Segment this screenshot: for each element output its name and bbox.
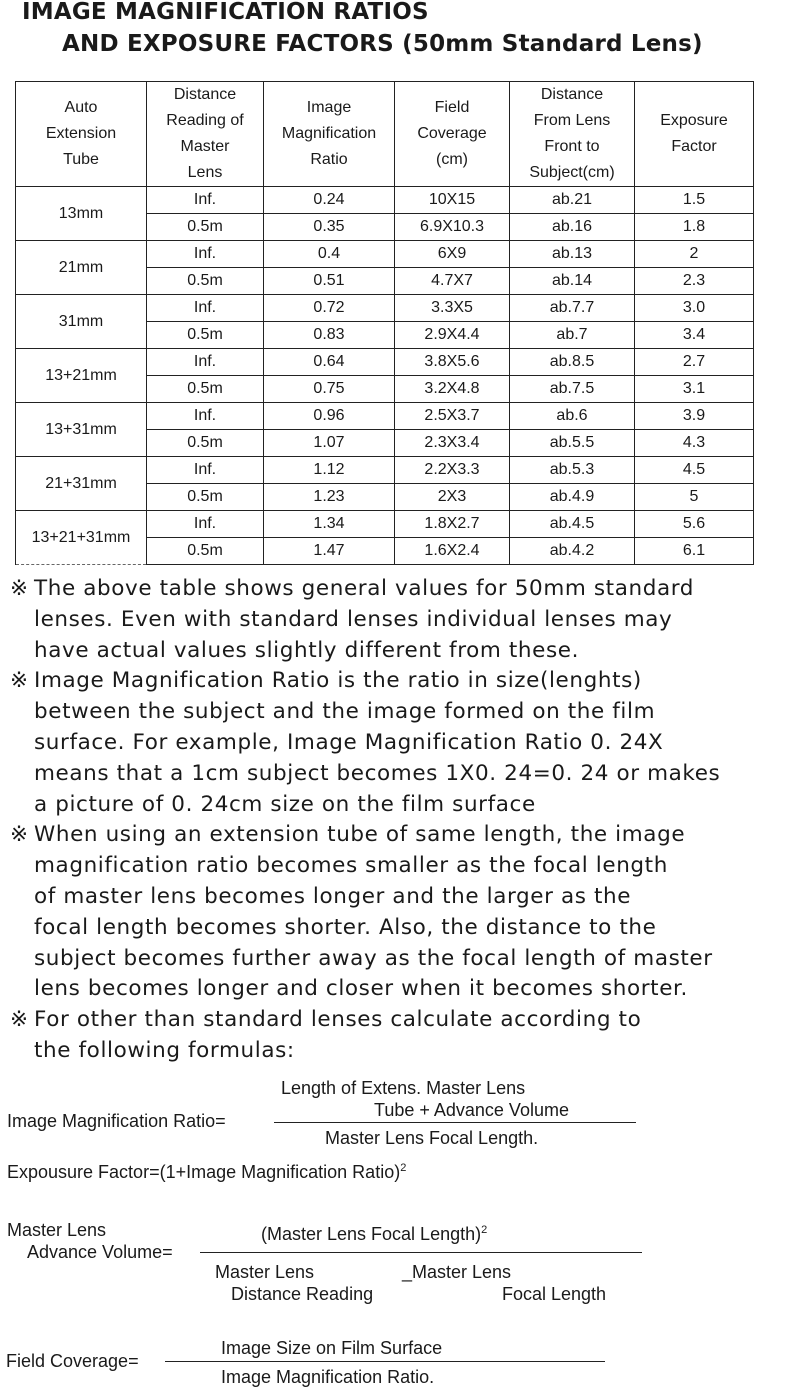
subject-cell: ab.5.3 — [510, 457, 635, 484]
distance-cell: 0.5m — [147, 484, 264, 511]
subject-cell: ab.7.5 — [510, 376, 635, 403]
advance-numerator-text: (Master Lens Focal Length) — [261, 1224, 482, 1244]
distance-cell: Inf. — [147, 295, 264, 322]
coverage-cell: 2.2X3.3 — [395, 457, 510, 484]
coverage-cell: 2X3 — [395, 484, 510, 511]
magnification-label: Image Magnification Ratio= — [7, 1111, 226, 1131]
note-line: the following formulas: — [34, 1037, 295, 1063]
field-label: Field Coverage= — [6, 1351, 139, 1371]
coverage-cell: 6X9 — [395, 241, 510, 268]
magnification-fraction-bar — [274, 1122, 636, 1123]
column-header-line: Master — [180, 138, 230, 155]
coverage-cell: 2.3X3.4 — [395, 430, 510, 457]
column-header — [16, 82, 147, 187]
note-line: focal length becomes shorter. Also, the distance to the — [34, 914, 657, 940]
note-line: magnification ratio becomes smaller as the focal length — [34, 853, 668, 879]
note-line: between the subject and the image formed on the film — [34, 699, 656, 725]
ratio-cell: 1.47 — [264, 538, 395, 565]
advance-denominator-right-line-2: Focal Length — [502, 1284, 607, 1304]
note-paragraph — [10, 820, 800, 1005]
ratio-cell: 0.96 — [264, 403, 395, 430]
tube-cell: 13mm — [16, 187, 147, 241]
magnification-numerator-line-1: Length of Extens. Master Lens — [281, 1078, 526, 1098]
coverage-cell: 10X15 — [395, 187, 510, 214]
reference-mark: ※ — [10, 1007, 29, 1033]
coverage-cell: 2.5X3.7 — [395, 403, 510, 430]
table-row — [16, 295, 754, 322]
column-header — [510, 82, 635, 187]
tube-cell: 31mm — [16, 295, 147, 349]
distance-cell: Inf. — [147, 241, 264, 268]
title-line-2: AND EXPOSURE FACTORS (50mm Standard Lens) — [62, 31, 703, 57]
coverage-cell: 1.8X2.7 — [395, 511, 510, 538]
distance-cell: 0.5m — [147, 214, 264, 241]
field-numerator: Image Size on Film Surface — [221, 1338, 443, 1358]
magnification-numerator-line-2: Tube + Advance Volume — [374, 1100, 569, 1120]
factor-cell: 5 — [635, 484, 754, 511]
ratio-cell: 0.51 — [264, 268, 395, 295]
subject-cell: ab.4.2 — [510, 538, 635, 565]
column-header — [395, 82, 510, 187]
factor-cell: 6.1 — [635, 538, 754, 565]
title-line-1: IMAGE MAGNIFICATION RATIOS — [22, 0, 429, 25]
exposure-exponent: 2 — [400, 1162, 407, 1174]
subject-cell: ab.4.5 — [510, 511, 635, 538]
ratio-cell: 0.72 — [264, 295, 395, 322]
ratio-cell: 0.4 — [264, 241, 395, 268]
column-header-line: Distance — [173, 86, 237, 103]
column-header-line: (cm) — [436, 151, 468, 168]
page-title — [22, 0, 703, 60]
tube-cell: 21+31mm — [16, 457, 147, 511]
coverage-cell: 1.6X2.4 — [395, 538, 510, 565]
subject-cell: ab.7 — [510, 322, 635, 349]
advance-numerator-exponent: 2 — [481, 1224, 488, 1236]
distance-cell: Inf. — [147, 187, 264, 214]
ratio-cell: 0.64 — [264, 349, 395, 376]
exposure-formula — [7, 1162, 406, 1183]
note-line: When using an extension tube of same length, the image — [34, 822, 686, 848]
advance-label-line-1: Master Lens — [7, 1220, 107, 1240]
coverage-cell: 6.9X10.3 — [395, 214, 510, 241]
table-row — [16, 457, 754, 484]
column-header-line: From Lens — [533, 112, 611, 129]
column-header-line: Auto — [64, 99, 98, 116]
reference-mark: ※ — [10, 822, 29, 848]
factor-cell: 3.0 — [635, 295, 754, 322]
note-line: lens becomes longer and closer when it becomes shorter. — [34, 976, 688, 1002]
subject-cell: ab.16 — [510, 214, 635, 241]
distance-cell: 0.5m — [147, 322, 264, 349]
ratio-cell: 1.23 — [264, 484, 395, 511]
ratio-cell: 1.12 — [264, 457, 395, 484]
ratio-cell: 1.34 — [264, 511, 395, 538]
coverage-cell: 4.7X7 — [395, 268, 510, 295]
distance-cell: 0.5m — [147, 268, 264, 295]
coverage-cell: 3.8X5.6 — [395, 349, 510, 376]
factor-cell: 1.5 — [635, 187, 754, 214]
coverage-cell: 3.2X4.8 — [395, 376, 510, 403]
subject-cell: ab.4.9 — [510, 484, 635, 511]
note-paragraph — [10, 1005, 800, 1067]
subject-cell: ab.8.5 — [510, 349, 635, 376]
distance-cell: Inf. — [147, 403, 264, 430]
note-line: subject becomes further away as the focal length of master — [34, 945, 713, 971]
column-header-line: Exposure — [660, 112, 728, 129]
subject-cell: ab.5.5 — [510, 430, 635, 457]
column-header-line: Coverage — [417, 125, 487, 142]
column-header — [147, 82, 264, 187]
tube-cell: 21mm — [16, 241, 147, 295]
column-header-line: Distance — [540, 86, 604, 103]
ratio-cell: 0.75 — [264, 376, 395, 403]
note-line: have actual values slightly different from these. — [34, 637, 580, 663]
subject-cell: ab.7.7 — [510, 295, 635, 322]
tube-cell: 13+31mm — [16, 403, 147, 457]
column-header-line: Reading of — [166, 112, 244, 129]
field-fraction-bar — [165, 1361, 605, 1362]
note-line: The above table shows general values for 50mm standard — [34, 576, 695, 601]
field-denominator: Image Magnification Ratio. — [221, 1367, 435, 1387]
note-line: a picture of 0. 24cm size on the film surface — [34, 791, 536, 817]
note-line: lenses. Even with standard lenses individual lenses may — [34, 606, 673, 632]
column-header-line: Image — [306, 99, 352, 116]
ratio-cell: 1.07 — [264, 430, 395, 457]
ratio-cell: 0.35 — [264, 214, 395, 241]
column-header-line: Ratio — [310, 151, 348, 168]
column-header-line: Tube — [63, 151, 99, 168]
subject-cell: ab.14 — [510, 268, 635, 295]
column-header-line: Front to — [544, 138, 600, 155]
advance-label-line-2: Advance Volume= — [27, 1242, 173, 1262]
factor-cell: 4.3 — [635, 430, 754, 457]
distance-cell: Inf. — [147, 349, 264, 376]
formulas-section — [0, 1072, 803, 1388]
distance-cell: Inf. — [147, 511, 264, 538]
column-header — [635, 82, 754, 187]
reference-mark: ※ — [10, 576, 29, 601]
magnification-denominator: Master Lens Focal Length. — [325, 1128, 539, 1148]
distance-cell: Inf. — [147, 457, 264, 484]
note-line: of master lens becomes longer and the larger as the — [34, 883, 632, 909]
table-row — [16, 187, 754, 214]
advance-denominator-left-line-2: Distance Reading — [231, 1284, 374, 1304]
subject-cell: ab.13 — [510, 241, 635, 268]
ratio-cell: 0.83 — [264, 322, 395, 349]
note-line: Image Magnification Ratio is the ratio in size(lenghts) — [34, 668, 642, 694]
distance-cell: 0.5m — [147, 538, 264, 565]
factor-cell: 2.3 — [635, 268, 754, 295]
distance-cell: 0.5m — [147, 430, 264, 457]
subject-cell: ab.21 — [510, 187, 635, 214]
notes-section — [10, 574, 800, 1067]
note-paragraph — [10, 574, 800, 666]
tube-cell: 13+21mm — [16, 349, 147, 403]
reference-mark: ※ — [10, 668, 29, 694]
table-row — [16, 403, 754, 430]
advance-denominator-left-line-1: Master Lens — [215, 1262, 315, 1282]
column-header-line: Subject(cm) — [529, 164, 615, 181]
coverage-cell: 2.9X4.4 — [395, 322, 510, 349]
coverage-cell: 3.3X5 — [395, 295, 510, 322]
subject-cell: ab.6 — [510, 403, 635, 430]
column-header-line: Field — [434, 99, 470, 116]
factor-cell: 3.1 — [635, 376, 754, 403]
ratio-cell: 0.24 — [264, 187, 395, 214]
advance-fraction-bar — [200, 1252, 642, 1253]
factor-cell: 1.8 — [635, 214, 754, 241]
note-line: surface. For example, Image Magnification Ratio 0. 24X — [34, 729, 664, 755]
tube-cell: 13+21+31mm — [16, 511, 147, 565]
advance-numerator — [261, 1224, 487, 1245]
factor-cell: 2.7 — [635, 349, 754, 376]
factor-cell: 4.5 — [635, 457, 754, 484]
column-header-line: Magnification — [281, 125, 377, 142]
factor-cell: 3.9 — [635, 403, 754, 430]
note-line: means that a 1cm subject becomes 1X0. 24=0. 24 or makes — [34, 760, 721, 786]
advance-denominator-right-line-1: _Master Lens — [402, 1262, 512, 1282]
distance-cell: 0.5m — [147, 376, 264, 403]
column-header-line: Lens — [187, 164, 223, 181]
column-header-line: Factor — [671, 138, 717, 155]
factor-cell: 2 — [635, 241, 754, 268]
exposure-formula-text: Expousure Factor=(1+Image Magnification Ratio) — [7, 1162, 401, 1182]
table-header-row — [16, 82, 754, 187]
table-row — [16, 511, 754, 538]
note-line: For other than standard lenses calculate according to — [34, 1007, 642, 1033]
table-body — [16, 187, 754, 565]
magnification-table — [15, 81, 754, 565]
column-header — [264, 82, 395, 187]
table-row — [16, 349, 754, 376]
table-row — [16, 241, 754, 268]
column-header-line: Extension — [45, 125, 117, 142]
factor-cell: 5.6 — [635, 511, 754, 538]
factor-cell: 3.4 — [635, 322, 754, 349]
note-paragraph — [10, 666, 800, 820]
